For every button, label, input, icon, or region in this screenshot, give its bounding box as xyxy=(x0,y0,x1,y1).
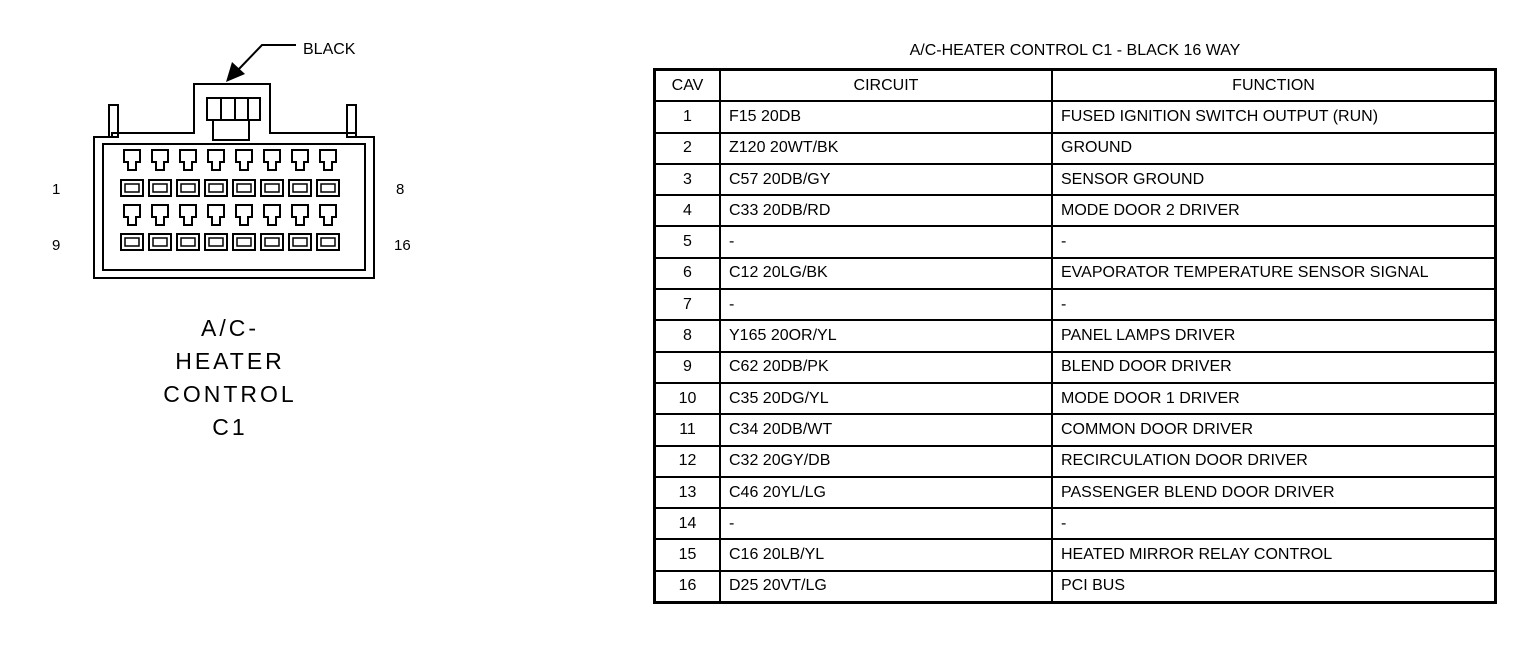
pin-label-9: 9 xyxy=(52,237,61,254)
terminal-latch-icon xyxy=(236,205,252,225)
function-cell: RECIRCULATION DOOR DRIVER xyxy=(1052,446,1496,477)
circuit-cell: C33 20DB/RD xyxy=(720,195,1052,226)
circuit-cell: Y165 20OR/YL xyxy=(720,320,1052,351)
cav-cell: 4 xyxy=(655,195,721,226)
terminal-latch-icon xyxy=(208,150,224,170)
cav-cell: 2 xyxy=(655,133,721,164)
cav-cell: 8 xyxy=(655,320,721,351)
color-label: BLACK xyxy=(303,41,356,58)
table-row xyxy=(655,414,1496,445)
terminal-latch-icon xyxy=(124,205,140,225)
function-cell: GROUND xyxy=(1052,133,1496,164)
terminal-latch-icon xyxy=(264,150,280,170)
pin-cavity-inner xyxy=(321,238,335,246)
table-row xyxy=(655,101,1496,132)
cav-cell: 6 xyxy=(655,258,721,289)
table-row xyxy=(655,289,1496,320)
header-function: FUNCTION xyxy=(1052,70,1496,102)
table-row xyxy=(655,477,1496,508)
circuit-cell: C16 20LB/YL xyxy=(720,539,1052,570)
terminal-latch-icon xyxy=(124,150,140,170)
terminal-latch-icon xyxy=(152,150,168,170)
terminal-latch-icon xyxy=(320,205,336,225)
circuit-cell: F15 20DB xyxy=(720,101,1052,132)
header-circuit: CIRCUIT xyxy=(720,70,1052,102)
circuit-cell: - xyxy=(720,226,1052,257)
terminal-latch-icon xyxy=(236,150,252,170)
header-cav: CAV xyxy=(655,70,721,102)
table-row xyxy=(655,320,1496,351)
pin-cavity-inner xyxy=(153,238,167,246)
caption-line-2: HEATER xyxy=(175,348,285,374)
circuit-cell: - xyxy=(720,289,1052,320)
function-cell: COMMON DOOR DRIVER xyxy=(1052,414,1496,445)
function-cell: PANEL LAMPS DRIVER xyxy=(1052,320,1496,351)
table-row xyxy=(655,383,1496,414)
table-row xyxy=(655,133,1496,164)
circuit-cell: C34 20DB/WT xyxy=(720,414,1052,445)
function-cell: MODE DOOR 2 DRIVER xyxy=(1052,195,1496,226)
pin-cavity-inner xyxy=(209,238,223,246)
circuit-cell: C35 20DG/YL xyxy=(720,383,1052,414)
terminal-latch-icon xyxy=(180,205,196,225)
circuit-cell: Z120 20WT/BK xyxy=(720,133,1052,164)
circuit-cell: C57 20DB/GY xyxy=(720,164,1052,195)
table-row xyxy=(655,571,1496,603)
function-cell: EVAPORATOR TEMPERATURE SENSOR SIGNAL xyxy=(1052,258,1496,289)
circuit-cell: C12 20LG/BK xyxy=(720,258,1052,289)
cav-cell: 12 xyxy=(655,446,721,477)
pin-cavity-inner xyxy=(153,184,167,192)
table-row xyxy=(655,195,1496,226)
terminal-latch-icon xyxy=(320,150,336,170)
table-row xyxy=(655,164,1496,195)
pin-cavity-inner xyxy=(181,184,195,192)
connector-caption xyxy=(120,312,340,444)
cav-cell: 10 xyxy=(655,383,721,414)
circuit-cell: D25 20VT/LG xyxy=(720,571,1052,603)
pin-cavities xyxy=(121,150,339,250)
cav-cell: 1 xyxy=(655,101,721,132)
pin-cavity-inner xyxy=(321,184,335,192)
table-row xyxy=(655,446,1496,477)
terminal-latch-icon xyxy=(208,205,224,225)
pin-label-16: 16 xyxy=(394,237,411,254)
function-cell: SENSOR GROUND xyxy=(1052,164,1496,195)
circuit-cell: C62 20DB/PK xyxy=(720,352,1052,383)
terminal-latch-icon xyxy=(264,205,280,225)
pin-cavity-inner xyxy=(237,238,251,246)
pin-cavity-inner xyxy=(181,238,195,246)
cav-cell: 14 xyxy=(655,508,721,539)
circuit-cell: - xyxy=(720,508,1052,539)
table-row xyxy=(655,226,1496,257)
function-cell: PASSENGER BLEND DOOR DRIVER xyxy=(1052,477,1496,508)
cav-cell: 16 xyxy=(655,571,721,603)
caption-line-3: CONTROL xyxy=(163,381,297,407)
pin-cavity-inner xyxy=(293,238,307,246)
table-row xyxy=(655,258,1496,289)
pin-cavity-inner xyxy=(265,238,279,246)
pin-cavity-inner xyxy=(237,184,251,192)
terminal-latch-icon xyxy=(292,150,308,170)
table-row xyxy=(655,539,1496,570)
function-cell: MODE DOOR 1 DRIVER xyxy=(1052,383,1496,414)
pin-label-1: 1 xyxy=(52,181,61,198)
cav-cell: 9 xyxy=(655,352,721,383)
cav-cell: 11 xyxy=(655,414,721,445)
cav-cell: 15 xyxy=(655,539,721,570)
connector-diagram xyxy=(0,0,640,300)
function-cell: - xyxy=(1052,289,1496,320)
function-cell: PCI BUS xyxy=(1052,571,1496,603)
function-cell: HEATED MIRROR RELAY CONTROL xyxy=(1052,539,1496,570)
cav-cell: 5 xyxy=(655,226,721,257)
circuit-cell: C46 20YL/LG xyxy=(720,477,1052,508)
function-cell: - xyxy=(1052,508,1496,539)
color-leader-arrow xyxy=(238,45,296,70)
circuit-cell: C32 20GY/DB xyxy=(720,446,1052,477)
terminal-latch-icon xyxy=(152,205,168,225)
table-row xyxy=(655,508,1496,539)
table-row xyxy=(655,352,1496,383)
pin-cavity-inner xyxy=(293,184,307,192)
cav-cell: 7 xyxy=(655,289,721,320)
pin-cavity-inner xyxy=(125,184,139,192)
caption-line-1: A/C- xyxy=(201,315,259,341)
terminal-latch-icon xyxy=(180,150,196,170)
function-cell: BLEND DOOR DRIVER xyxy=(1052,352,1496,383)
pin-cavity-inner xyxy=(209,184,223,192)
cav-cell: 3 xyxy=(655,164,721,195)
function-cell: FUSED IGNITION SWITCH OUTPUT (RUN) xyxy=(1052,101,1496,132)
pinout-table xyxy=(653,68,1497,604)
pin-cavity-inner xyxy=(125,238,139,246)
cav-cell: 13 xyxy=(655,477,721,508)
caption-line-4: C1 xyxy=(212,414,248,440)
table-title: A/C-HEATER CONTROL C1 - BLACK 16 WAY xyxy=(909,42,1241,59)
pin-cavity-inner xyxy=(265,184,279,192)
pin-label-8: 8 xyxy=(396,181,405,198)
function-cell: - xyxy=(1052,226,1496,257)
table-header-row xyxy=(655,70,1496,102)
terminal-latch-icon xyxy=(292,205,308,225)
